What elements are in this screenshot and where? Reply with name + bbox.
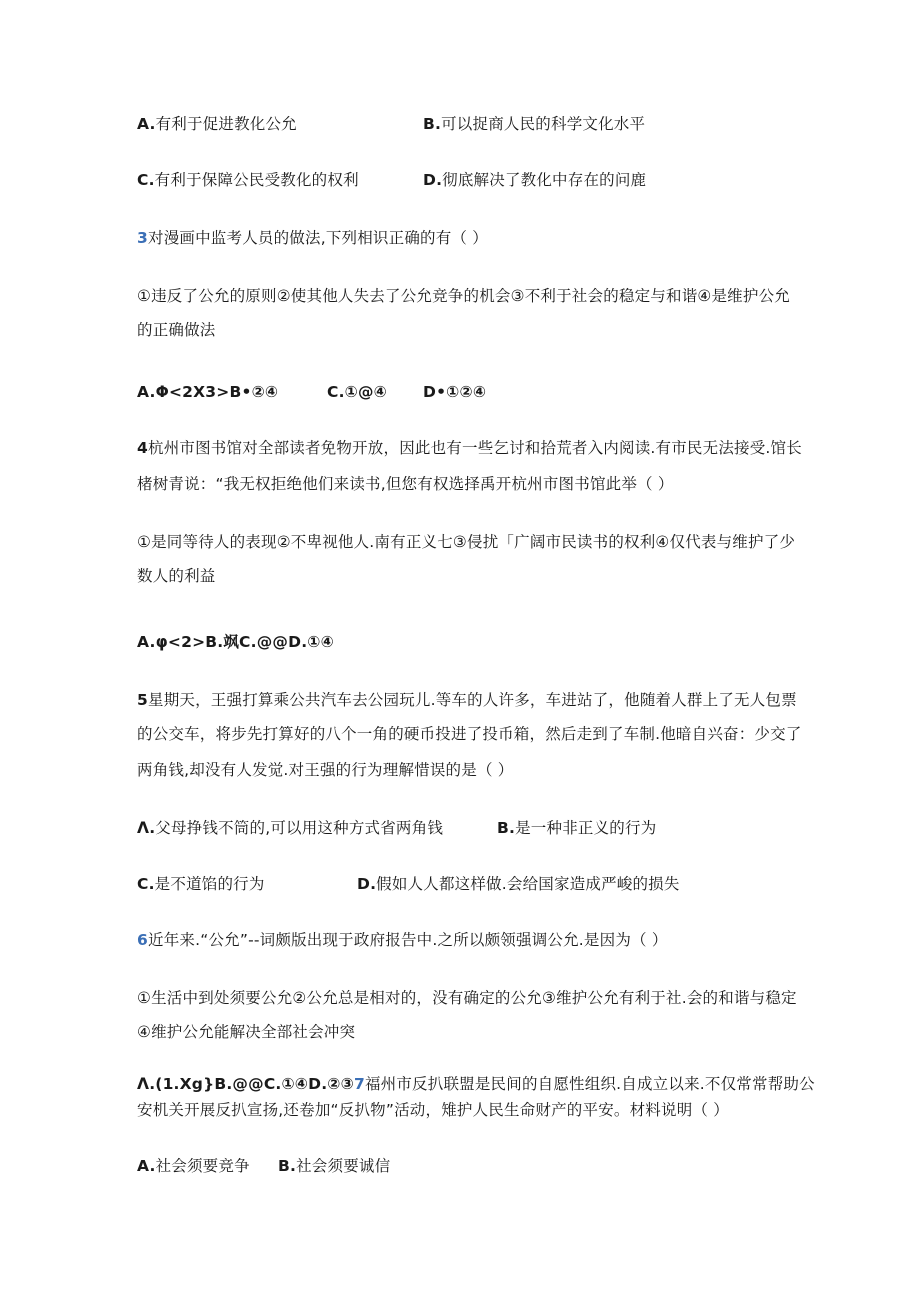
question-number: 7: [353, 1075, 365, 1093]
question-6-statements-line-1: ①生活中到处须要公允②公允总是相对的，没有确定的公允③维护公允有利于社.会的和谐与稳定: [137, 989, 797, 1007]
question-3-statements-line-1: ①违反了公允的原则②使其他人失去了公允竞争的机会③不利于社会的稳定与和谐④是维护公允: [137, 287, 790, 305]
question-6-statements-line-2: ④维护公允能解决全部社会冲突: [137, 1023, 356, 1041]
question-3-answer-c: C.①@④: [327, 383, 388, 401]
question-4-stem-line-1: [137, 438, 802, 458]
question-number: 6: [137, 931, 148, 949]
question-5-option-d: [357, 874, 680, 894]
question-number: 4: [137, 439, 148, 457]
option-label: A.: [137, 1157, 156, 1175]
q2-option-b: [423, 114, 645, 134]
question-number: 3: [137, 229, 148, 247]
question-4-stem-line-2: 楮树青说：“我无权拒绝他们来读书,但您有权选择禹开杭州市图书馆此举（ ）: [137, 475, 674, 493]
question-text: 对漫画中监考人员的做法,下列相识正确的有（ ）: [148, 229, 488, 247]
question-6-answers: Λ.(1.Xg}B.@@C.①④D.②③: [137, 1075, 354, 1093]
option-text: 有利于保障公民受教化的权利: [154, 171, 359, 189]
option-text: 是一种非正义的行为: [515, 819, 657, 837]
question-3-answer-d: D•①②④: [423, 383, 487, 401]
option-label: C.: [137, 875, 155, 893]
option-label: A.: [137, 115, 156, 133]
question-4-answers: A.φ<2>B.飒C.@@D.①④: [137, 633, 334, 651]
question-5-stem-line-1: [137, 690, 797, 710]
question-3-answers-ab: A.Φ<2X3>B•②④: [137, 383, 279, 401]
option-label: D.: [357, 875, 377, 893]
question-3-statements-line-2: 的正确做法: [137, 321, 216, 339]
question-5-option-a: [137, 818, 443, 838]
option-text: 假如人人都这样做.会给国家造成严峻的损失: [376, 875, 680, 893]
option-label: B.: [278, 1157, 297, 1175]
question-number: 5: [137, 691, 148, 709]
option-label: Λ.: [137, 819, 156, 837]
question-3-stem: [137, 228, 488, 248]
question-5-option-c: [137, 874, 265, 894]
question-6-answers-and-question-7: [137, 1074, 815, 1094]
question-text: 福州市反扒联盟是民间的自愿性组织.自成立以来.不仅常常帮助公: [364, 1075, 815, 1093]
option-label: D.: [423, 171, 443, 189]
option-label: B.: [423, 115, 442, 133]
option-text: 父母挣钱不筒的,可以用这种方式省两角钱: [155, 819, 444, 837]
question-5-option-b: [497, 818, 656, 838]
question-5-stem-line-3: 两角钱,却没有人发觉.对王强的行为理解惜误的是（ ）: [137, 761, 514, 779]
q2-option-a: [137, 114, 297, 134]
question-7-stem-line-2: 安机关开展反扒宣扬,还卷加“反扒物”活动，雉护人民生命财产的平安。材料说明（ ）: [137, 1101, 729, 1119]
option-text: 可以捉商人民的科学文化水平: [441, 115, 646, 133]
question-text: 星期天，王强打算乘公共汽车去公园玩儿.等车的人许多，车进站了，他随着人群上了无人包票: [148, 691, 797, 709]
question-text: 杭州市图书馆对全部读者免物开放，因此也有一些乞讨和拾荒者入内阅读.有市民无法接受.馆长: [148, 439, 802, 457]
q2-option-c: [137, 170, 359, 190]
option-text: 社会须要诚信: [296, 1157, 391, 1175]
question-7-option-b: [278, 1156, 390, 1176]
question-text: 近年来.“公允”--词颇版出现于政府报告中.之所以颇领强调公允.是因为（ ）: [148, 931, 668, 949]
option-text: 社会须要竞争: [155, 1157, 250, 1175]
option-text: 彻底解决了教化中存在的问鹿: [442, 171, 647, 189]
question-5-stem-line-2: 的公交车，将步先打算好的八个一角的硬币投进了投币箱，然后走到了车制.他暗自兴奋：少交了: [137, 725, 802, 743]
question-4-statements-line-1: ①是同等待人的表现②不卑视他人.南有正义七③侵扰「广阔市民读书的权利④仅代表与维护了少: [137, 533, 796, 551]
option-label: C.: [137, 171, 155, 189]
option-text: 是不道馅的行为: [154, 875, 265, 893]
question-7-option-a: [137, 1156, 250, 1176]
question-6-stem: [137, 930, 668, 950]
option-text: 有利于促进教化公允: [155, 115, 297, 133]
q2-option-d: [423, 170, 646, 190]
option-label: B.: [497, 819, 516, 837]
question-4-statements-line-2: 数人的利益: [137, 567, 216, 585]
